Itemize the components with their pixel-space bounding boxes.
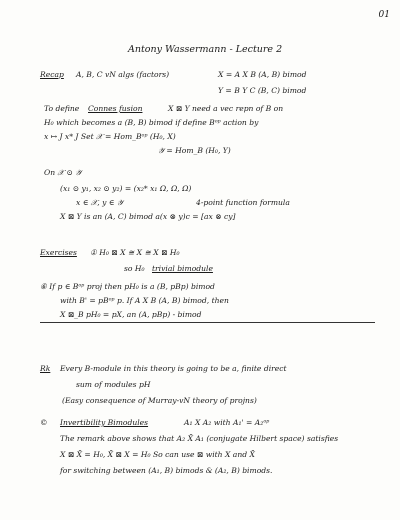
lecture-title: Antony Wassermann - Lecture 2: [128, 44, 283, 55]
exercise-1: ① H₀ ⊠ X ≅ X ≅ X ⊠ H₀: [90, 248, 180, 257]
invertibility-line-1: A₁ X A₂ with A₁' = A₂ᵒᵖ: [184, 418, 270, 427]
fusion-line-3b: 4-point function formula: [196, 198, 290, 207]
page-number: 01: [378, 10, 390, 20]
remark-line-3: (Easy consequence of Murray-vN theory of projns): [62, 396, 257, 405]
exercise-2-line-3: X ⊠_B pH₀ = pX, an (A, pBp) - bimod: [60, 310, 202, 319]
connes-line-4: 𝒴 = Hom_B (H₀, Y): [158, 146, 231, 155]
invertibility-term: Invertibility Bimodules: [60, 418, 149, 427]
fusion-line-4: X ⊠ Y is an (A, C) bimod a(x ⊗ y)c = [ax ⊗ cy]: [60, 212, 236, 221]
remark-line-1: Every B-module in this theory is going to be a, finite direct: [60, 364, 287, 373]
recap-line-2: Y = B Y C (B, C) bimod: [218, 86, 307, 95]
invertibility-line-4: for switching between (A₁, B) bimods & (A₂, B) bimods.: [60, 466, 273, 475]
connes-line-2: H₀ which becomes a (B, B) bimod if define Bᵒᵖ action by: [44, 118, 259, 127]
exercises-label: Exercises: [40, 248, 77, 257]
invertibility-number: ©: [40, 418, 48, 427]
connes-line-1b: X ⊠ Y need a vec repn of B on: [168, 104, 284, 113]
exercise-2-line-1: ⑥ If p ∈ Bᵒᵖ proj then pH₀ is a (B, pBp) bimod: [40, 282, 215, 291]
exercise-2-line-2: with B' = pBᵒᵖ p. If A X B (A, B) bimod, then: [60, 296, 229, 305]
trivial-bimodule-term: trivial bimodule: [152, 264, 213, 273]
fusion-line-3a: x ∈ 𝒳, y ∈ 𝒴: [76, 198, 123, 207]
recap-line-1b: X = A X B (A, B) bimod: [218, 70, 307, 79]
fusion-line-2: (x₁ ⊙ y₁, x₂ ⊙ y₂) = (x₂* x₁ Ω, Ω, Ω): [60, 184, 192, 193]
connes-line-3: x ↦ J x* J Set 𝒳 = Hom_Bᵒᵖ (H₀, X): [44, 132, 176, 141]
fusion-line-1: On 𝒳 ⊙ 𝒴: [44, 168, 82, 177]
section-divider: [40, 322, 375, 323]
connes-line-1a: To define: [44, 104, 80, 113]
recap-label: Recap: [40, 70, 64, 79]
invertibility-line-2: The remark above shows that A₂ X̄ A₁ (conjugate Hilbert space) satisfies: [60, 434, 339, 443]
remark-label: Rk: [40, 364, 51, 373]
remark-line-2: sum of modules pH: [76, 380, 151, 389]
invertibility-line-3: X ⊠ X̄ = H₀, X̄ ⊠ X = H₀ So can use ⊠ with X and X̄: [60, 450, 255, 459]
recap-line-1a: A, B, C vN algs (factors): [76, 70, 170, 79]
exercise-1-note-prefix: so H₀: [124, 264, 145, 273]
connes-fusion-term: Connes fusion: [88, 104, 143, 113]
